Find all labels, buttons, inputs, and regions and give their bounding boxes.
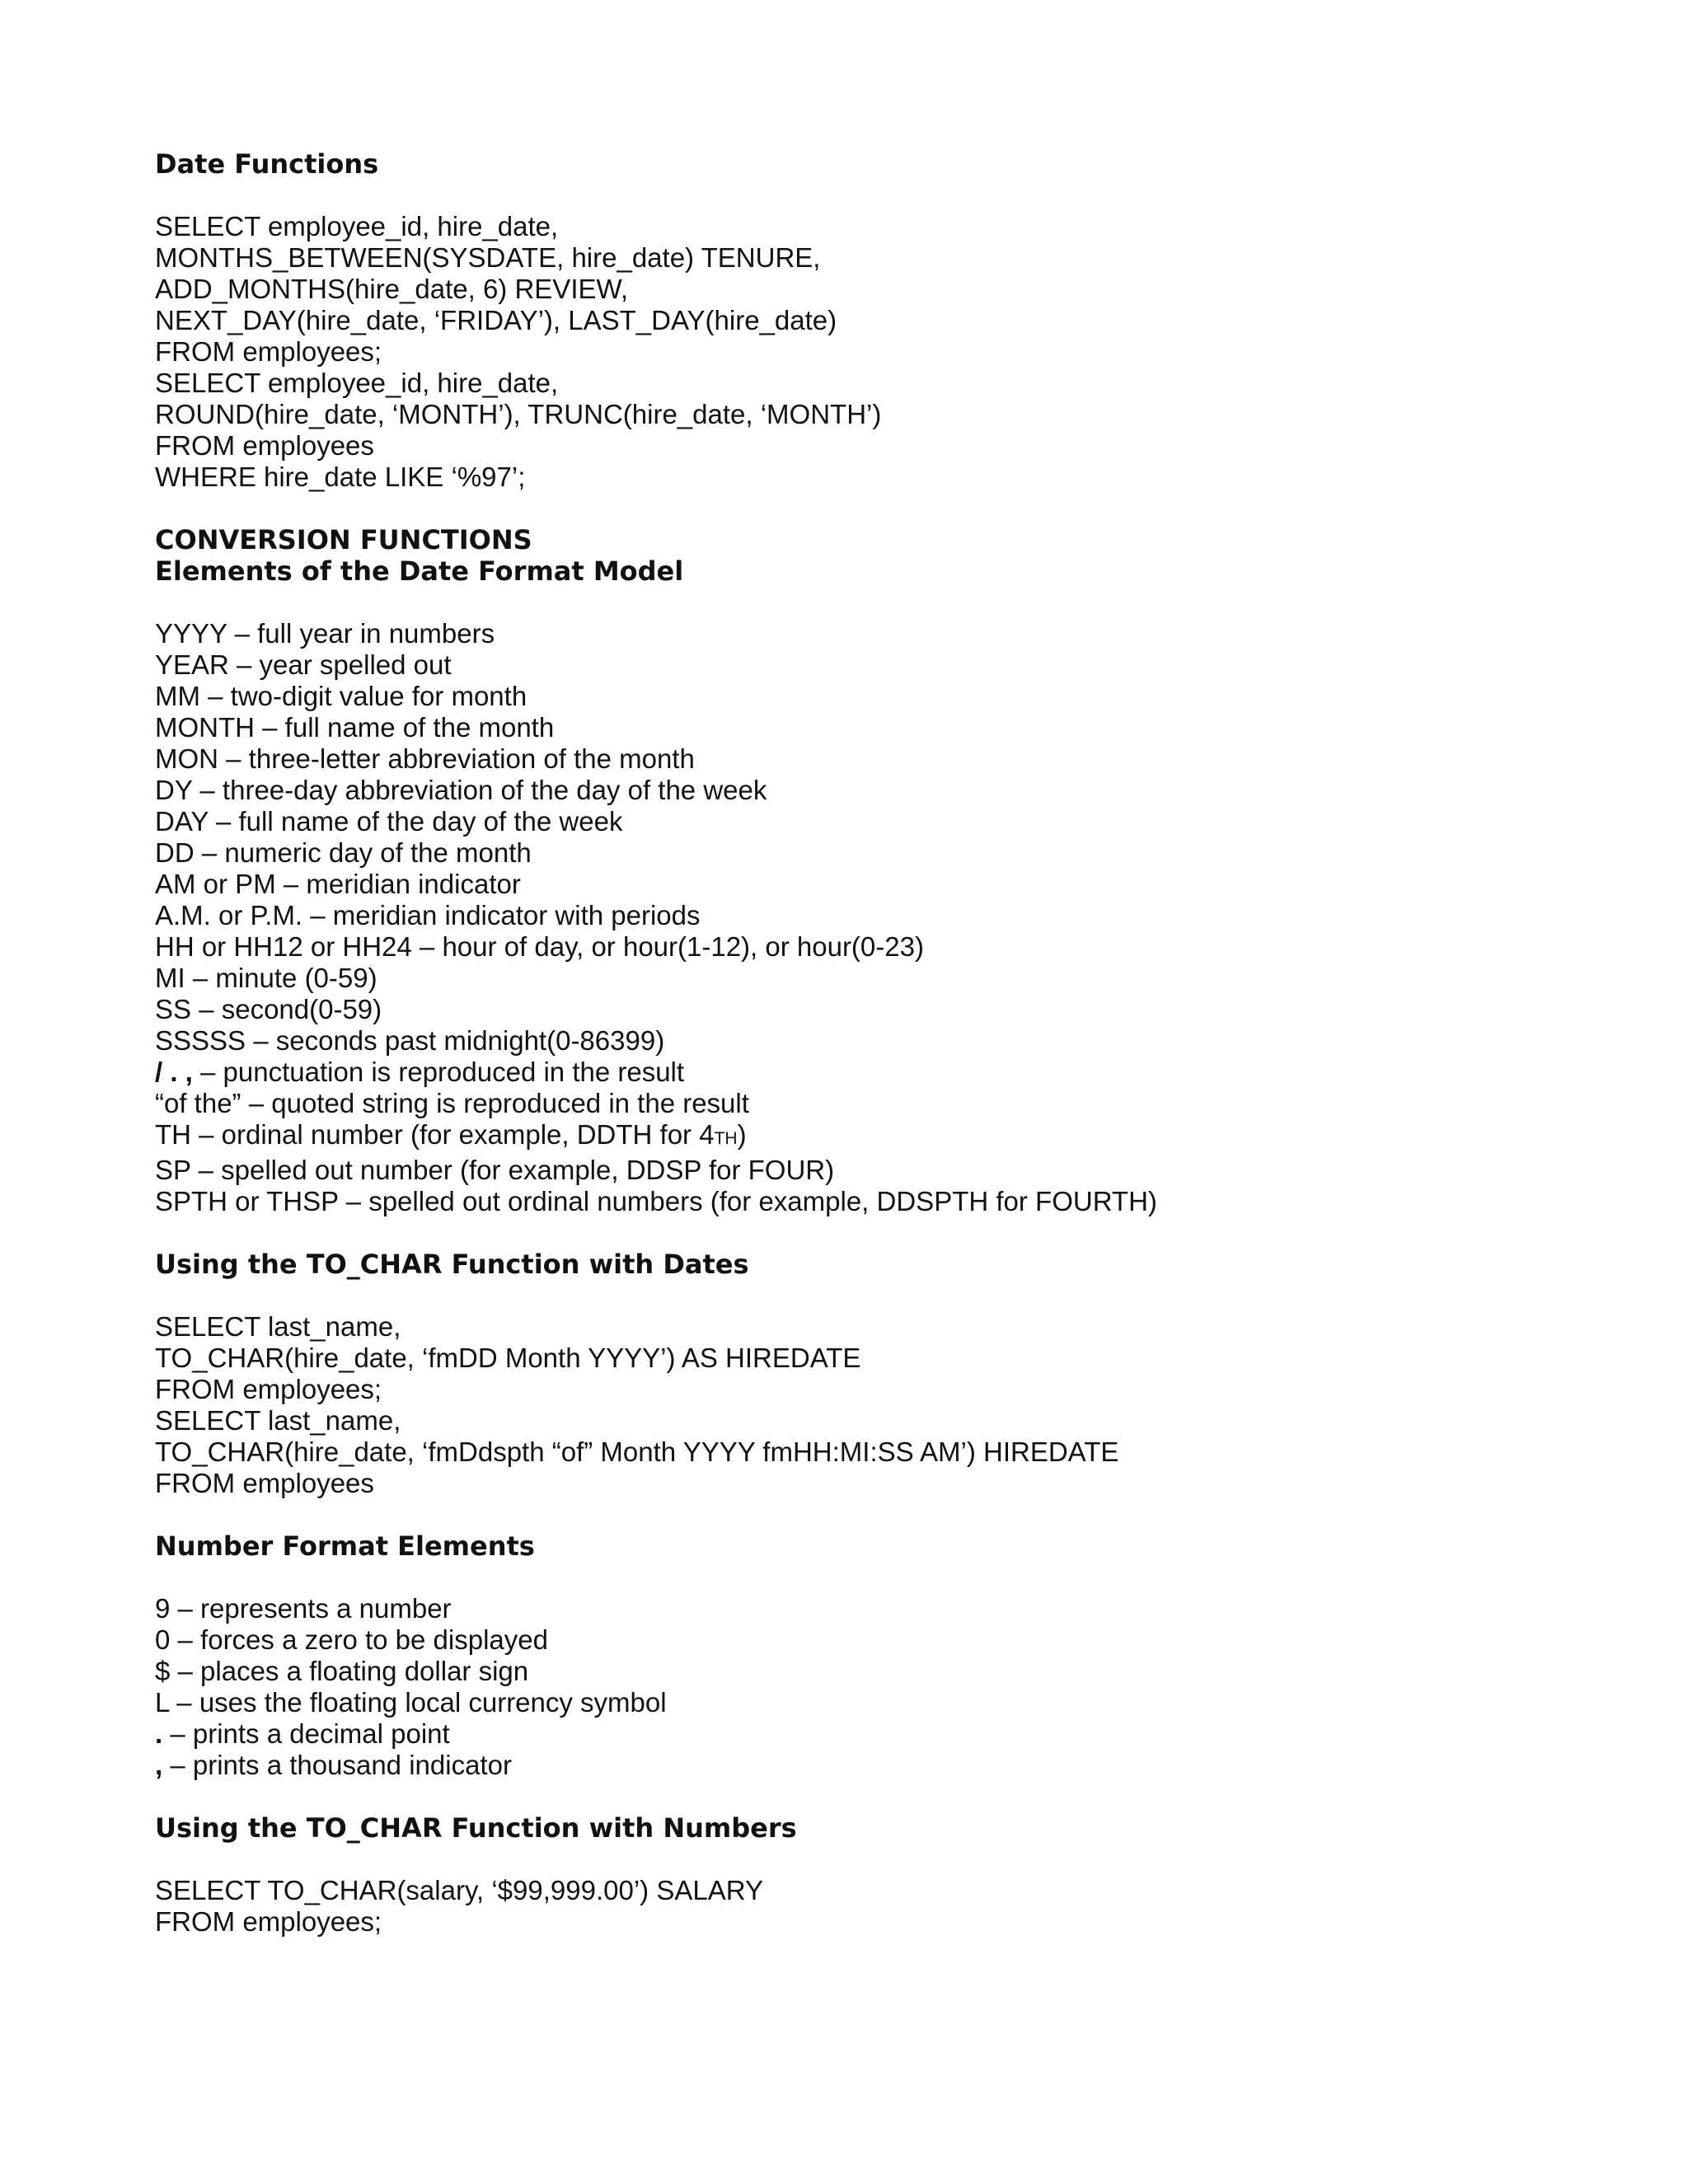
to-char-dates-code [155, 1311, 1556, 1499]
code-line: ROUND(hire_date, ‘MONTH’), TRUNC(hire_date, ‘MONTH’) [155, 399, 882, 429]
date-functions-code [155, 211, 1556, 493]
ordinal-text: TH – ordinal number (for example, DDTH for 4 [155, 1119, 715, 1150]
code-line: TO_CHAR(hire_date, ‘fmDdspth “of” Month YYYY fmHH:MI:SS AM’) HIREDATE [155, 1436, 1119, 1467]
number-format-line: 0 – forces a zero to be displayed [155, 1624, 548, 1655]
decimal-point-line [155, 1718, 1556, 1750]
spacer [155, 1499, 1556, 1530]
format-element-line: SPTH or THSP – spelled out ordinal numbers (for example, DDSPTH for FOURTH) [155, 1186, 1157, 1216]
format-element-line: MI – minute (0-59) [155, 963, 377, 993]
spacer [155, 1781, 1556, 1812]
code-line: FROM employees; [155, 336, 382, 367]
format-element-line: AM or PM – meridian indicator [155, 869, 521, 899]
code-line: SELECT last_name, [155, 1311, 401, 1342]
number-format-heading: Number Format Elements [155, 1530, 535, 1562]
spacer [155, 1844, 1556, 1875]
code-line: SELECT employee_id, hire_date, [155, 211, 559, 241]
format-element-line: DD – numeric day of the month [155, 837, 532, 868]
code-line: SELECT TO_CHAR(salary, ‘$99,999.00’) SALARY [155, 1875, 763, 1905]
code-line: SELECT last_name, [155, 1405, 401, 1436]
format-element-line: HH or HH12 or HH24 – hour of day, or hour(1-12), or hour(0-23) [155, 931, 924, 962]
date-format-model-heading: Elements of the Date Format Model [155, 555, 684, 587]
number-format-line: L – uses the floating local currency symbol [155, 1687, 667, 1718]
code-line: MONTHS_BETWEEN(SYSDATE, hire_date) TENURE, [155, 242, 821, 273]
spacer [155, 1562, 1556, 1593]
format-element-line: SSSSS – seconds past midnight(0-86399) [155, 1025, 665, 1056]
code-line: ADD_MONTHS(hire_date, 6) REVIEW, [155, 274, 628, 304]
format-element-line: YEAR – year spelled out [155, 649, 452, 680]
thousand-symbol: , [155, 1750, 163, 1780]
thousand-description: – prints a thousand indicator [162, 1750, 512, 1780]
punctuation-line [155, 1057, 1556, 1088]
date-functions-heading: Date Functions [155, 148, 379, 180]
format-element-line: MM – two-digit value for month [155, 681, 528, 711]
format-element-line: YYYY – full year in numbers [155, 618, 495, 649]
number-format-line: 9 – represents a number [155, 1593, 452, 1624]
date-format-elements-list [155, 618, 1556, 1217]
to-char-numbers-code [155, 1875, 1556, 1938]
number-format-list [155, 1593, 1556, 1781]
to-char-numbers-heading: Using the TO_CHAR Function with Numbers [155, 1812, 797, 1844]
spacer [155, 1280, 1556, 1311]
code-line: WHERE hire_date LIKE ‘%97’; [155, 462, 526, 492]
to-char-dates-heading: Using the TO_CHAR Function with Dates [155, 1249, 749, 1280]
ordinal-suffix: TH [714, 1129, 738, 1148]
quoted-string-line: “of the” – quoted string is reproduced in the result [155, 1088, 749, 1118]
ordinal-line [155, 1119, 1556, 1155]
format-element-line: A.M. or P.M. – meridian indicator with periods [155, 900, 701, 930]
thousand-indicator-line [155, 1750, 1556, 1781]
spacer [155, 180, 1556, 211]
code-line: FROM employees [155, 430, 374, 461]
code-line: NEXT_DAY(hire_date, ‘FRIDAY’), LAST_DAY(hire_date) [155, 305, 837, 335]
format-element-line: SP – spelled out number (for example, DDSP for FOUR) [155, 1155, 835, 1185]
document-page [155, 148, 1556, 1938]
conversion-functions-heading: CONVERSION FUNCTIONS [155, 524, 532, 555]
code-line: FROM employees; [155, 1906, 382, 1937]
decimal-description: – prints a decimal point [162, 1718, 450, 1749]
code-line: FROM employees [155, 1468, 374, 1498]
format-element-line: MON – three-letter abbreviation of the month [155, 743, 695, 774]
code-line: SELECT employee_id, hire_date, [155, 368, 559, 398]
decimal-symbol: . [155, 1718, 163, 1749]
number-format-line: $ – places a floating dollar sign [155, 1656, 529, 1686]
code-line: TO_CHAR(hire_date, ‘fmDD Month YYYY’) AS HIREDATE [155, 1343, 861, 1373]
spacer [155, 587, 1556, 618]
ordinal-close: ) [737, 1119, 747, 1150]
punctuation-description: – punctuation is reproduced in the result [192, 1057, 685, 1087]
spacer [155, 1217, 1556, 1249]
punctuation-symbols: / . , [155, 1057, 193, 1087]
format-element-line: DY – three-day abbreviation of the day of the week [155, 775, 767, 805]
spacer [155, 493, 1556, 524]
format-element-line: MONTH – full name of the month [155, 712, 555, 743]
code-line: FROM employees; [155, 1374, 382, 1404]
format-element-line: DAY – full name of the day of the week [155, 806, 623, 837]
format-element-line: SS – second(0-59) [155, 994, 382, 1024]
